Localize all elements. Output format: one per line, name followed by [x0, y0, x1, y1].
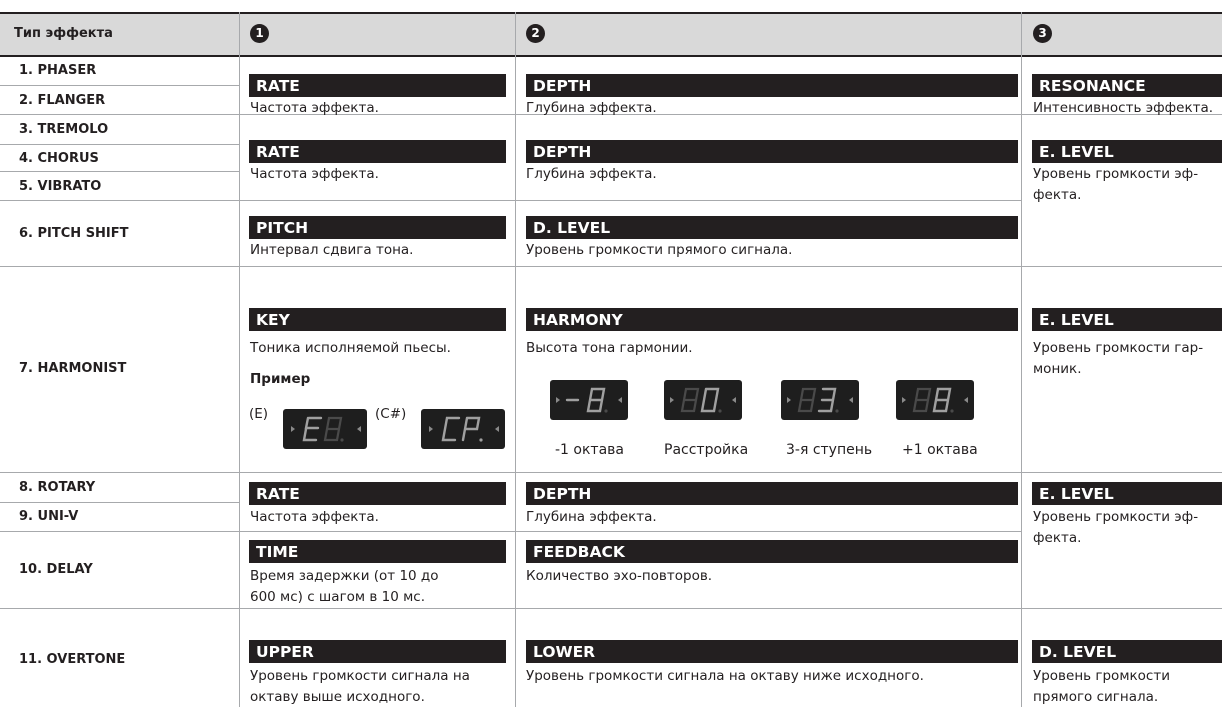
- param-label: D. LEVEL: [526, 216, 1018, 239]
- param-label: D. LEVEL: [1032, 640, 1222, 663]
- column-number-1: 1: [250, 24, 269, 43]
- key-example-label: (C#): [375, 406, 407, 422]
- param-description: Интервал сдвига тона.: [250, 242, 414, 258]
- key-display-e: [283, 409, 367, 449]
- param-label: RATE: [249, 482, 506, 505]
- effect-name: 5. VIBRATO: [19, 179, 102, 194]
- param-label: RESONANCE: [1032, 74, 1222, 97]
- param-description: Время задержки (от 10 до: [250, 568, 439, 584]
- harmony-caption: +1 октава: [902, 442, 978, 458]
- param-description: Уровень громкости: [1033, 668, 1170, 684]
- column-rule: [515, 12, 516, 707]
- param-description: октаву выше исходного.: [250, 689, 425, 705]
- param-description: Частота эффекта.: [250, 100, 379, 116]
- param-description: Уровень громкости прямого сигнала.: [526, 242, 793, 258]
- param-description: Уровень громкости сигнала на октаву ниже исходного.: [526, 668, 924, 684]
- row-rule: [0, 472, 1222, 473]
- key-example-label: (E): [249, 406, 269, 422]
- row-rule: [0, 85, 239, 86]
- param-label: DEPTH: [526, 74, 1018, 97]
- row-rule: [0, 266, 1222, 267]
- row-rule: [0, 200, 1021, 201]
- param-description: Тоника исполняемой пьесы.: [250, 340, 451, 356]
- param-description: Количество эхо-повторов.: [526, 568, 713, 584]
- param-description: фекта.: [1033, 530, 1082, 546]
- effect-name: 2. FLANGER: [19, 93, 106, 108]
- effect-name: 9. UNI-V: [19, 509, 79, 524]
- effect-name: 1. PHASER: [19, 63, 97, 78]
- harmony-caption: 3-я ступень: [786, 442, 873, 458]
- param-description: Высота тона гармонии.: [526, 340, 693, 356]
- param-description: фекта.: [1033, 187, 1082, 203]
- column-number-3: 3: [1033, 24, 1052, 43]
- param-label: E. LEVEL: [1032, 308, 1222, 331]
- key-display-csharp: [421, 409, 505, 449]
- harmony-display-3: [781, 380, 859, 420]
- param-label: UPPER: [249, 640, 506, 663]
- effect-name: 6. PITCH SHIFT: [19, 226, 129, 241]
- param-label: PITCH: [249, 216, 506, 239]
- param-description: 600 мс) с шагом в 10 мс.: [250, 589, 426, 605]
- param-label: E. LEVEL: [1032, 482, 1222, 505]
- param-description: Интенсивность эффекта.: [1033, 100, 1214, 116]
- harmony-caption: -1 октава: [555, 442, 624, 458]
- column-rule: [1021, 12, 1022, 707]
- effect-name: 3. TREMOLO: [19, 122, 109, 137]
- header-bottom-rule: [0, 55, 1222, 57]
- param-label: RATE: [249, 74, 506, 97]
- effect-type-header: Тип эффекта: [14, 26, 113, 41]
- harmony-display-8: [896, 380, 974, 420]
- row-rule: [0, 502, 239, 503]
- row-rule: [0, 531, 1021, 532]
- param-label: DEPTH: [526, 140, 1018, 163]
- example-label: Пример: [250, 371, 311, 387]
- param-description: Глубина эффекта.: [526, 166, 657, 182]
- param-label: KEY: [249, 308, 506, 331]
- param-description: Частота эффекта.: [250, 166, 379, 182]
- param-description: Уровень громкости эф-: [1033, 166, 1199, 182]
- param-label: DEPTH: [526, 482, 1018, 505]
- param-description: прямого сигнала.: [1033, 689, 1159, 705]
- param-label: TIME: [249, 540, 506, 563]
- row-rule: [0, 144, 239, 145]
- harmony-display-minus8: [550, 380, 628, 420]
- column-rule: [239, 12, 240, 707]
- param-label: E. LEVEL: [1032, 140, 1222, 163]
- harmony-display-0: [664, 380, 742, 420]
- effect-name: 4. CHORUS: [19, 151, 99, 166]
- param-description: Частота эффекта.: [250, 509, 379, 525]
- effect-name: 8. ROTARY: [19, 480, 96, 495]
- effect-name: 10. DELAY: [19, 562, 93, 577]
- header-top-rule: [0, 12, 1222, 14]
- param-label: RATE: [249, 140, 506, 163]
- column-number-2: 2: [526, 24, 545, 43]
- param-label: FEEDBACK: [526, 540, 1018, 563]
- param-description: Глубина эффекта.: [526, 509, 657, 525]
- row-rule: [0, 608, 1222, 609]
- row-rule: [0, 171, 239, 172]
- effect-name: 11. OVERTONE: [19, 652, 126, 667]
- effect-name: 7. HARMONIST: [19, 361, 127, 376]
- param-description: Уровень громкости эф-: [1033, 509, 1199, 525]
- param-description: Уровень громкости гар-: [1033, 340, 1204, 356]
- param-description: Глубина эффекта.: [526, 100, 657, 116]
- param-description: Уровень громкости сигнала на: [250, 668, 470, 684]
- harmony-caption: Расстройка: [664, 442, 749, 458]
- param-description: моник.: [1033, 361, 1082, 377]
- param-label: LOWER: [526, 640, 1018, 663]
- param-label: HARMONY: [526, 308, 1018, 331]
